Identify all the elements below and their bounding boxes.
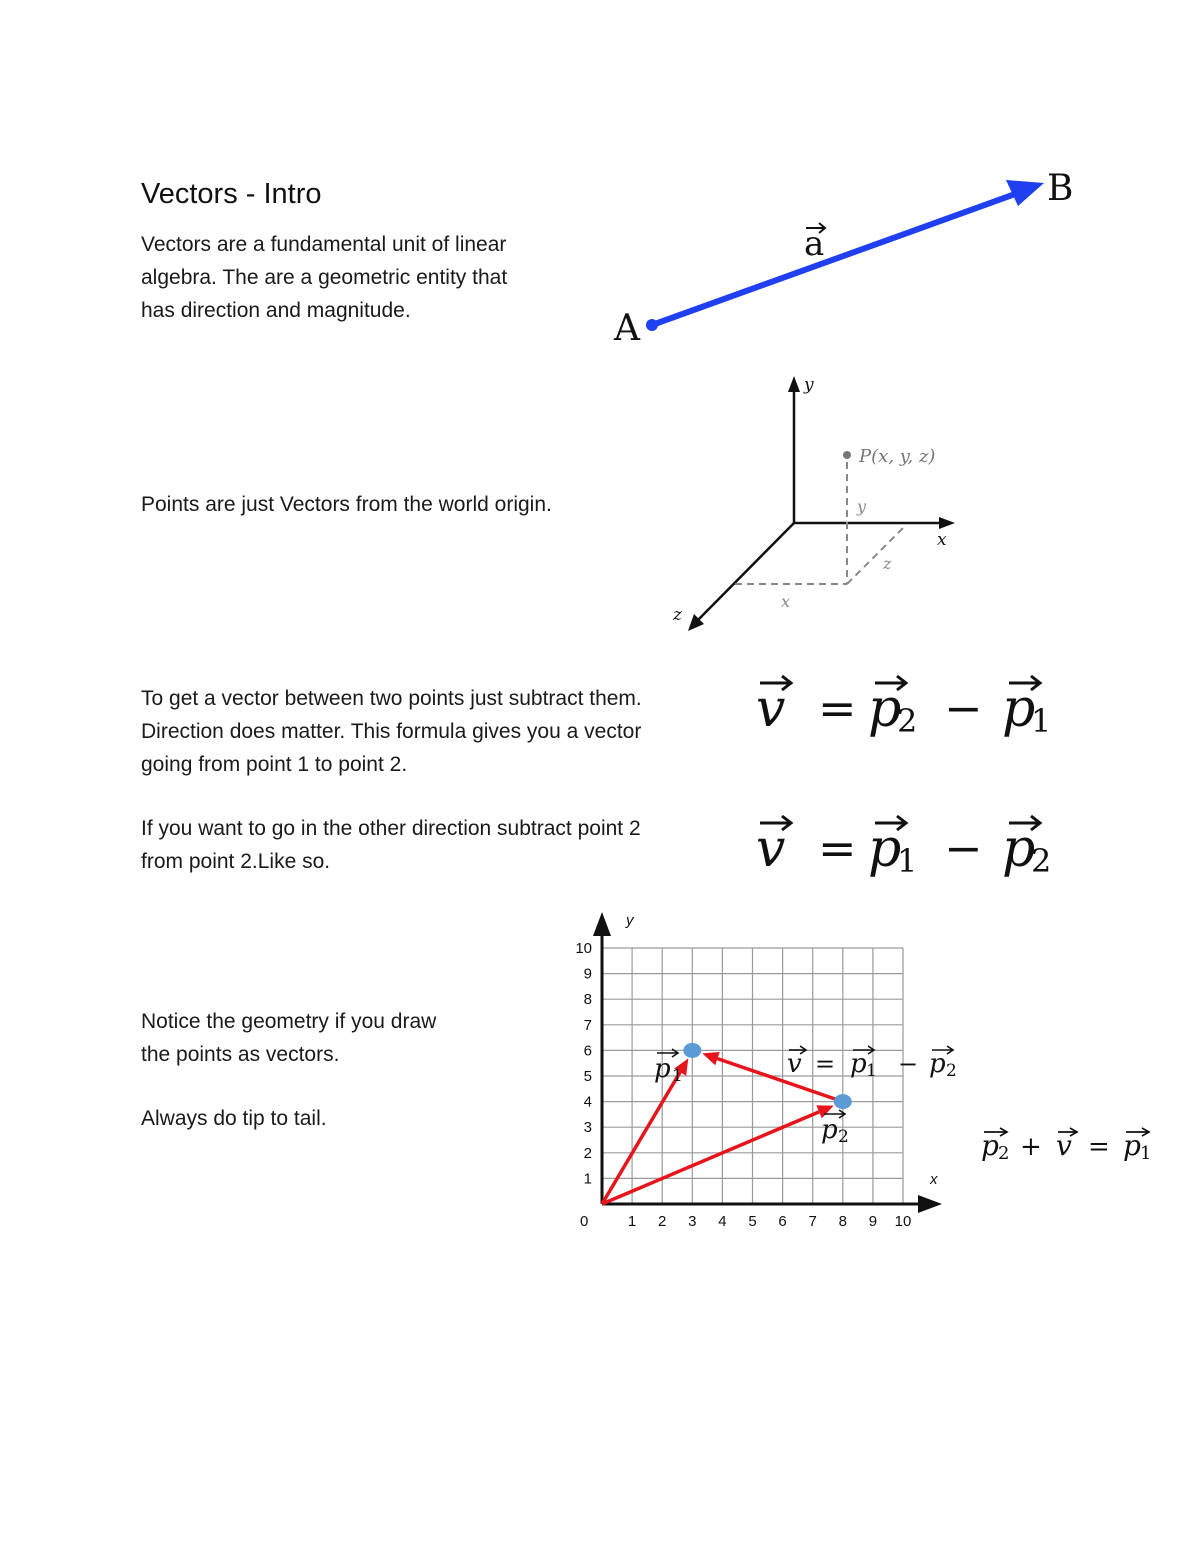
text-line: To get a vector between two points just subtract them. [141, 687, 642, 710]
grid-x-axis-label: x [930, 1171, 938, 1188]
axis-x-label: x [937, 530, 947, 550]
grid-p2-label [821, 1110, 849, 1147]
svg-text:1: 1 [1140, 1143, 1152, 1164]
text-line: If you want to go in the other direction subtract point 2 [141, 817, 641, 840]
y-tick-label: 1 [583, 1170, 592, 1188]
y-tick-label: 8 [583, 991, 592, 1009]
svg-text:=: = [1088, 1132, 1110, 1162]
dash-x-label: x [781, 592, 791, 611]
y-tick-label: 2 [583, 1144, 592, 1162]
sum-formula [981, 1128, 1151, 1164]
axis-y-label: y [804, 375, 814, 395]
grid-ticks-x [628, 1213, 911, 1230]
svg-text:2: 2 [838, 1127, 849, 1147]
dash-z-label: z [883, 554, 892, 573]
grid-y-axis-label: y [626, 912, 634, 929]
text-line: from point 2.Like so. [141, 850, 331, 873]
text-line: algebra. The are a geometric entity that [141, 266, 508, 289]
page-title: Vectors - Intro [141, 178, 322, 210]
y-tick-label: 10 [575, 940, 592, 957]
formula-p-first: p [868, 819, 902, 879]
text-line: Direction does matter. This formula gives you a vector [141, 720, 642, 743]
grid-origin-label: 0 [580, 1213, 589, 1230]
x-tick-label: 4 [718, 1213, 727, 1230]
x-tick-label: 5 [748, 1213, 757, 1230]
svg-text:−: − [944, 681, 983, 735]
text-line: the points as vectors. [141, 1043, 340, 1066]
dash-y-label: y [857, 497, 867, 516]
x-tick-label: 7 [808, 1213, 817, 1230]
svg-text:1: 1 [866, 1061, 877, 1081]
vector-origin-p2-shaft [602, 1112, 819, 1204]
svg-text:p: p [929, 1049, 946, 1079]
formula-p-second: p [1002, 819, 1036, 879]
text-line: Vectors are a fundamental unit of linear [141, 233, 507, 256]
text-line: going from point 1 to point 2. [141, 753, 408, 776]
formula-sub-first: 1 [897, 842, 918, 880]
svg-text:p: p [1123, 1129, 1141, 1162]
text-line: has direction and magnitude. [141, 299, 411, 322]
grid-ticks-y [575, 940, 592, 1187]
svg-text:−: − [898, 1050, 919, 1078]
svg-text:v: v [787, 1049, 802, 1079]
svg-text:p: p [821, 1115, 838, 1145]
points-paragraph: Points are just Vectors from the world origin. [141, 493, 552, 516]
y-tick-label: 9 [583, 965, 592, 983]
y-tick-label: 4 [583, 1093, 592, 1111]
y-tick-label: 3 [583, 1119, 592, 1137]
x-tick-label: 3 [688, 1213, 697, 1230]
x-tick-label: 1 [627, 1213, 637, 1230]
vector-origin-p1-shaft [602, 1072, 680, 1204]
formula-sub-first: 2 [897, 702, 918, 740]
svg-text:p: p [654, 1054, 671, 1084]
vector-v-arrowhead [702, 1052, 719, 1065]
x-tick-label: 8 [838, 1213, 847, 1230]
axis-z-label: z [673, 605, 682, 625]
point-p1-dot [683, 1043, 701, 1058]
svg-text:=: = [815, 1050, 836, 1078]
formula-v: v [756, 819, 786, 879]
formula-p-second: p [1002, 679, 1036, 739]
vector-a-label: a [804, 224, 825, 264]
formula-v: v [756, 679, 786, 739]
y-tick-label: 5 [583, 1068, 592, 1085]
grid-p1-label [654, 1049, 683, 1086]
point-p2-dot [834, 1094, 852, 1109]
formula-p-first: p [868, 679, 902, 739]
svg-text:+: + [1020, 1132, 1042, 1162]
svg-text:1: 1 [672, 1066, 683, 1086]
svg-text:=: = [818, 681, 857, 735]
tip-to-tail-note: Always do tip to tail. [141, 1107, 327, 1130]
svg-text:2: 2 [946, 1061, 957, 1081]
point-b-label: B [1047, 168, 1074, 209]
formula-sub-second: 1 [1031, 702, 1052, 740]
svg-text:p: p [850, 1049, 867, 1079]
point-a-label: A [614, 308, 640, 349]
x-tick-label: 6 [778, 1213, 787, 1230]
y-tick-label: 6 [583, 1042, 592, 1060]
grid-x-arrowhead [918, 1195, 942, 1213]
point-p-label: P(x, y, z) [859, 446, 936, 467]
x-tick-label: 2 [658, 1213, 667, 1230]
svg-text:v: v [1056, 1129, 1072, 1162]
y-tick-label: 7 [583, 1016, 592, 1034]
svg-text:=: = [818, 821, 857, 875]
grid-y-arrowhead [593, 912, 611, 936]
svg-text:2: 2 [998, 1143, 1010, 1164]
x-tick-label: 9 [868, 1213, 878, 1230]
svg-text:−: − [944, 821, 983, 875]
formula-sub-second: 2 [1031, 842, 1052, 880]
text-line: Notice the geometry if you draw [141, 1010, 437, 1033]
svg-text:p: p [981, 1129, 999, 1162]
x-tick-label: 10 [894, 1213, 912, 1230]
